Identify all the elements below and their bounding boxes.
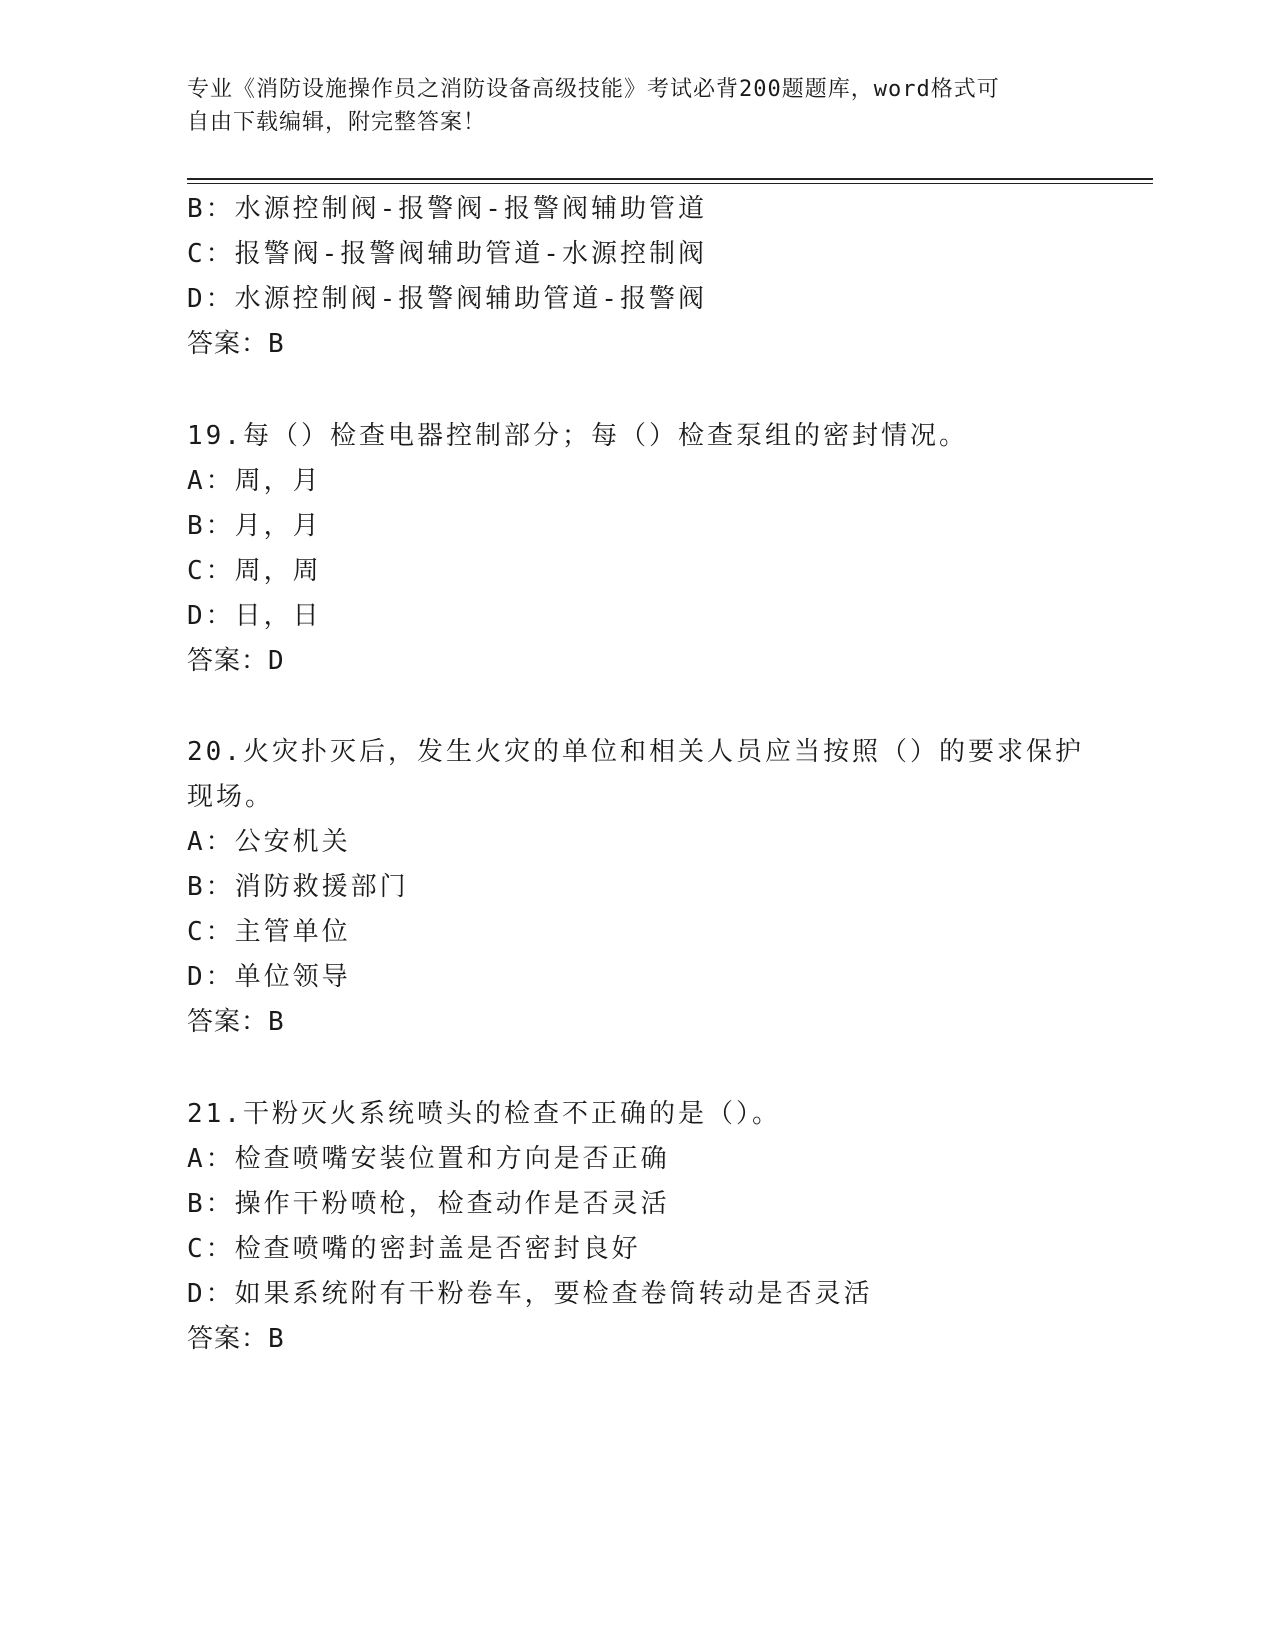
header-line-1: 专业《消防设施操作员之消防设备高级技能》考试必背200题题库，word格式可 <box>187 77 1000 102</box>
q20-option-b: B：消防救援部门 <box>187 872 409 902</box>
q21-question: 21.干粉灭火系统喷头的检查不正确的是（）。 <box>187 1099 781 1129</box>
q21-option-c: C：检查喷嘴的密封盖是否密封良好 <box>187 1234 641 1264</box>
q19-question: 19.每（）检查电器控制部分；每（）检查泵组的密封情况。 <box>187 421 968 451</box>
q18-answer: 答案：B <box>187 329 285 359</box>
q21-answer: 答案：B <box>187 1324 285 1354</box>
q19-option-c: C：周，周 <box>187 556 322 586</box>
header-line-2: 自由下载编辑，附完整答案！ <box>187 110 487 135</box>
q21-option-b: B：操作干粉喷枪，检查动作是否灵活 <box>187 1189 670 1219</box>
document-header <box>187 73 1087 139</box>
q20-question-line-2: 现场。 <box>187 782 275 812</box>
q18-option-d: D：水源控制阀-报警阀辅助管道-报警阀 <box>187 284 707 314</box>
q21-option-a: A：检查喷嘴安装位置和方向是否正确 <box>187 1144 670 1174</box>
q19-answer: 答案：D <box>187 646 285 676</box>
header-rule-thin <box>187 183 1153 184</box>
q19-option-b: B：月，月 <box>187 511 322 541</box>
q20-answer: 答案：B <box>187 1007 285 1037</box>
q21-option-d: D：如果系统附有干粉卷车，要检查卷筒转动是否灵活 <box>187 1279 873 1309</box>
header-rule-thick <box>187 178 1153 180</box>
q20-option-c: C：主管单位 <box>187 917 351 947</box>
q19-option-d: D：日，日 <box>187 601 322 631</box>
q19-option-a: A：周，月 <box>187 466 322 496</box>
q18-option-b: B：水源控制阀-报警阀-报警阀辅助管道 <box>187 194 707 224</box>
q20-question-line-1: 20.火灾扑灭后，发生火灾的单位和相关人员应当按照（）的要求保护 <box>187 737 1084 767</box>
q20-option-d: D：单位领导 <box>187 962 351 992</box>
q20-option-a: A：公安机关 <box>187 827 351 857</box>
q18-option-c: C：报警阀-报警阀辅助管道-水源控制阀 <box>187 239 707 269</box>
